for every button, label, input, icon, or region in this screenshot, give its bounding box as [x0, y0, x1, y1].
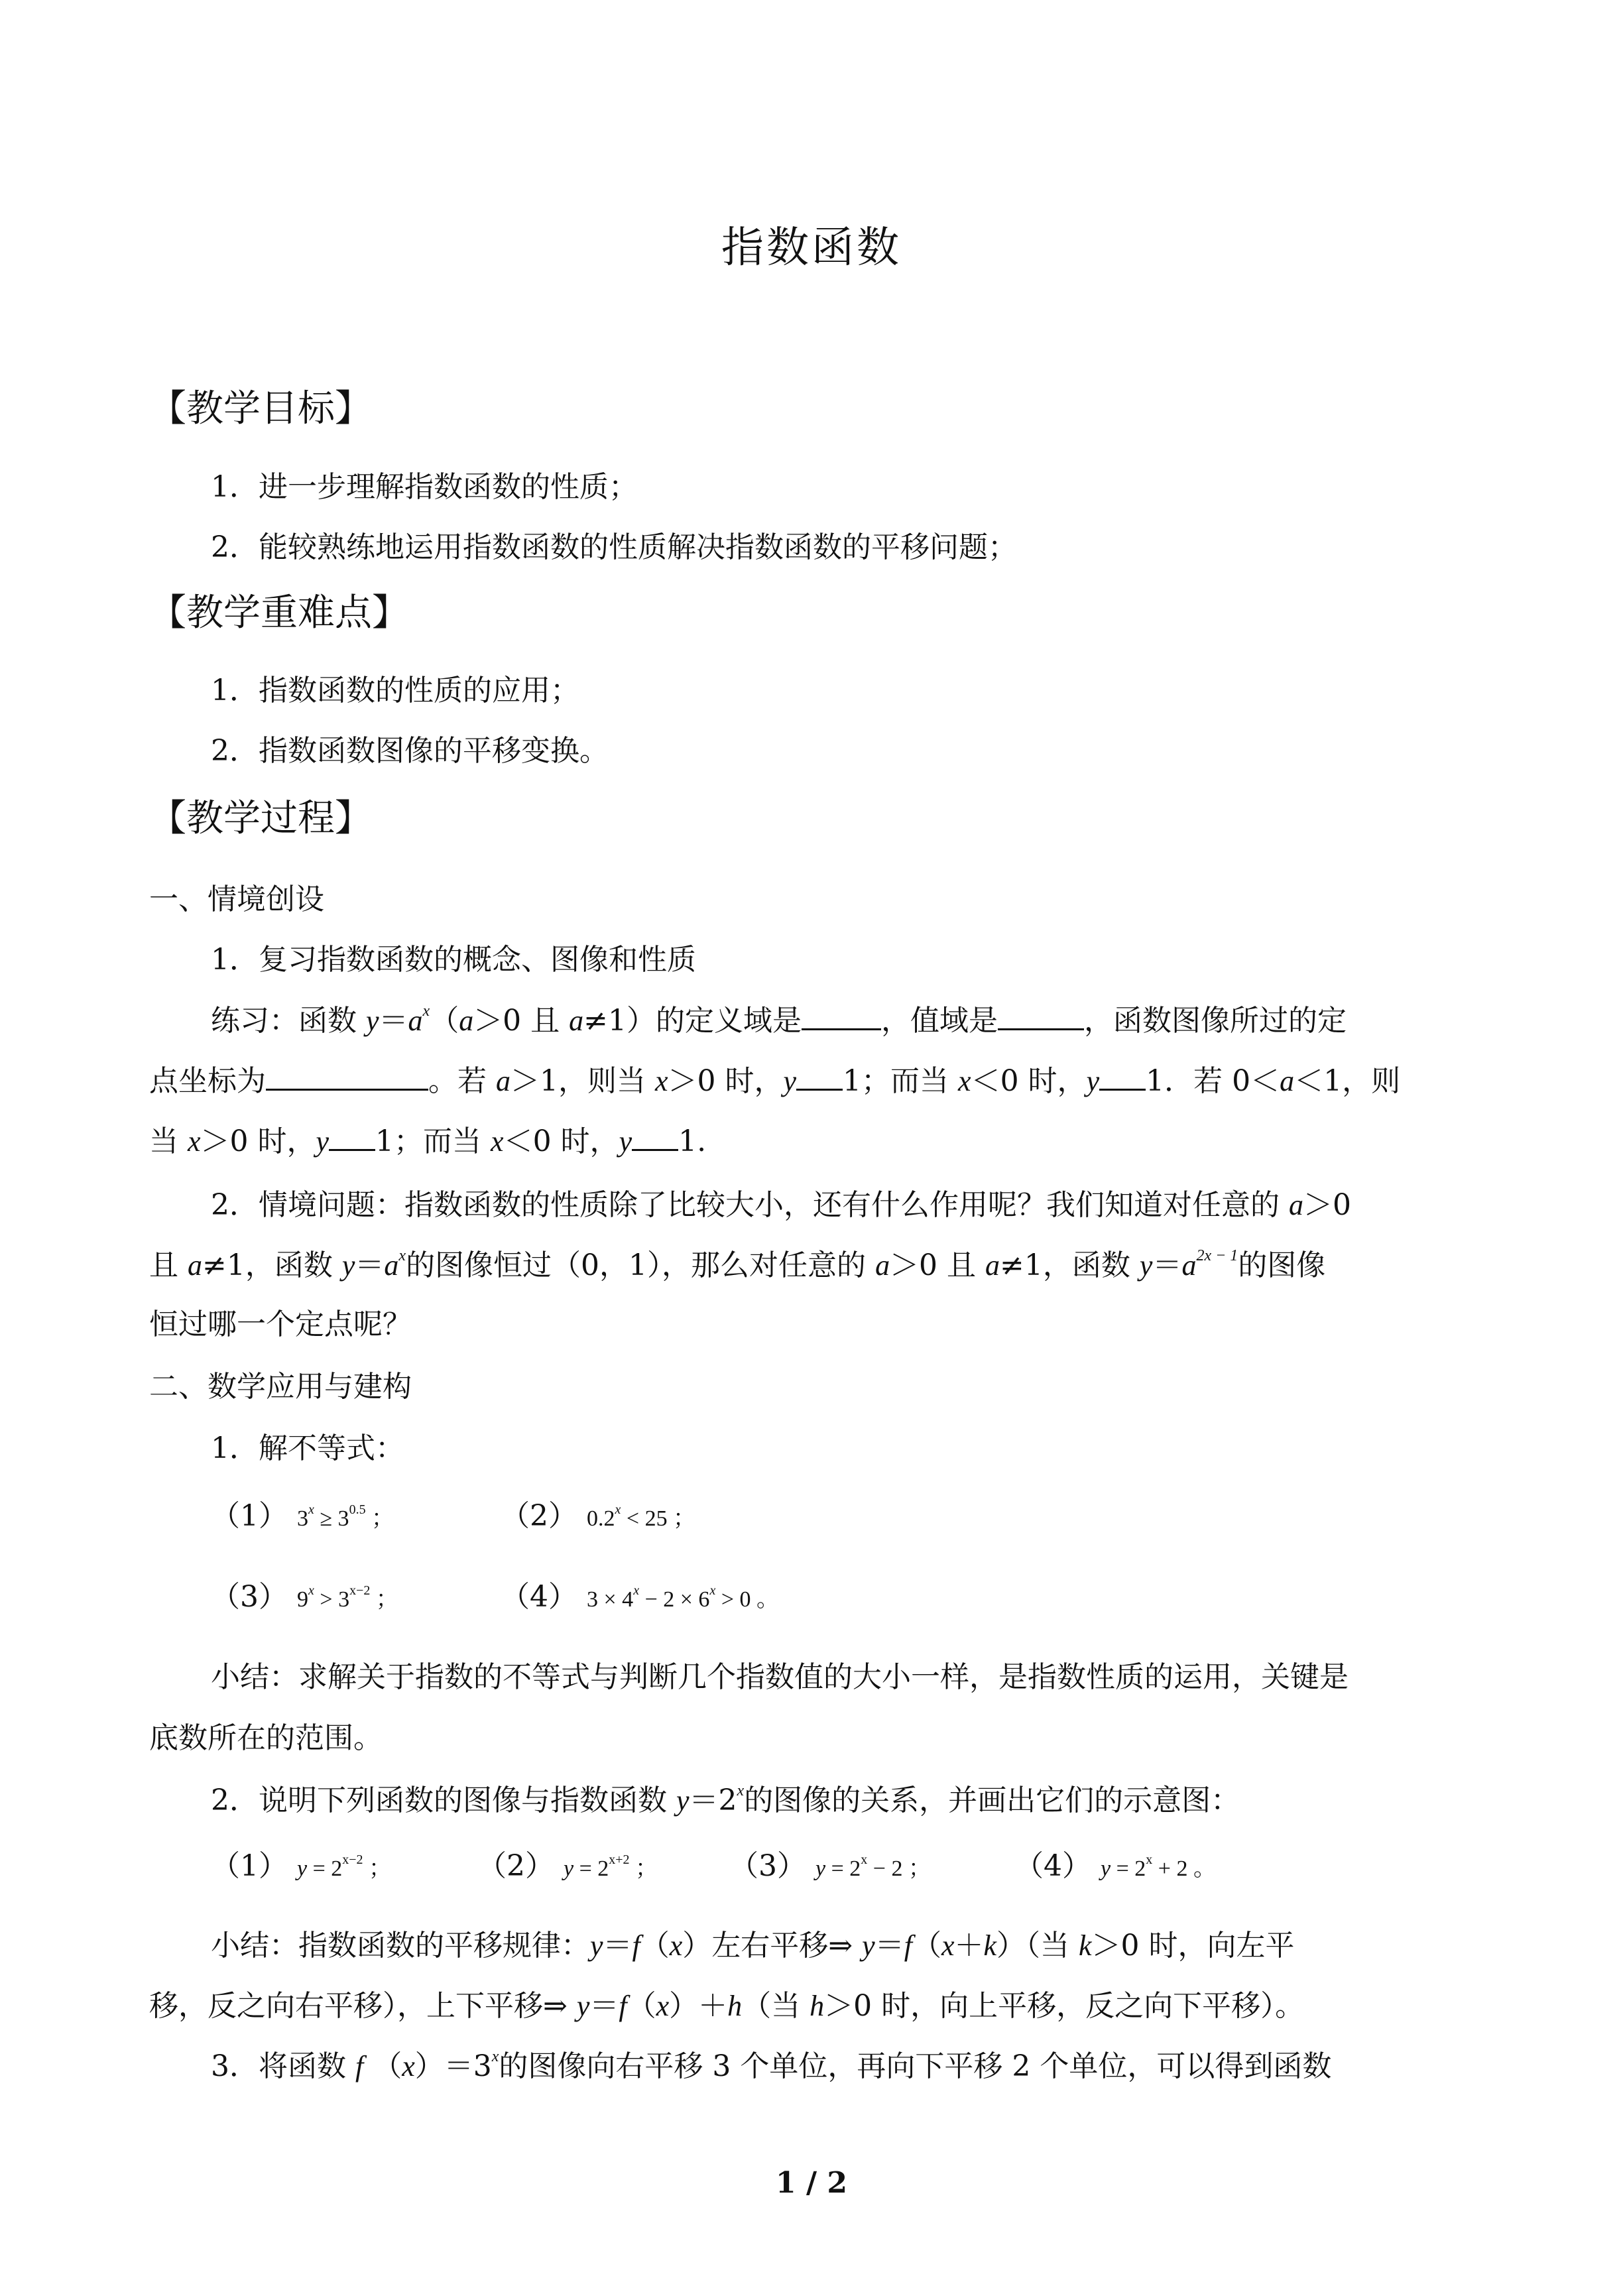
summary-1-line-1: 小结：求解关于指数的不等式与判断几个指数值的大小一样，是指数性质的运用，关键是	[211, 1660, 1349, 1694]
difficulty-item-1: 1．指数函数的性质的应用；	[211, 674, 579, 707]
practice-line-1: 练习：函数 $y=a^x(a>0$ 且 a≠1）的定义域是 ，值域是 ，函数图像所过的定	[211, 1002, 1347, 1038]
inequality-3: （3） $9^x > 3^{x-2}$ ；	[211, 1580, 398, 1614]
function-3: （3） $y = 2^x - 2$ ；	[729, 1849, 931, 1883]
page-number: 1 / 2	[776, 2166, 847, 2200]
answer-blank[interactable]	[1099, 1066, 1146, 1091]
answer-blank[interactable]	[632, 1126, 678, 1151]
function-4: （4） $y = 2^x + 2$ 。	[1014, 1849, 1216, 1883]
answer-blank[interactable]	[802, 1006, 881, 1030]
practice-line-2: 点坐标为 。若 a＞1，则当 x＞0 时，y 1；而当 x＜0 时，y 1．若 0＜a＜1，则	[149, 1064, 1401, 1098]
goal-item-1: 1．进一步理解指数函数的性质；	[211, 470, 638, 504]
answer-blank[interactable]	[266, 1066, 428, 1091]
summary-2-line-2: 移，反之向右平移），上下平移⇒ y＝f（x）＋h（当 h＞0 时，向上平移，反之向下平移）。	[149, 1989, 1305, 2023]
answer-blank[interactable]	[329, 1126, 375, 1151]
inequality-2: （2） 0.2$^x$ < 25 ；	[501, 1499, 696, 1533]
scenario-line-1: 2．情境问题：指数函数的性质除了比较大小，还有什么作用呢？我们知道对任意的 a＞0	[211, 1188, 1351, 1222]
part2-heading: 二、数学应用与建构	[149, 1370, 412, 1404]
summary-1-line-2: 底数所在的范围。	[149, 1721, 383, 1755]
answer-blank[interactable]	[796, 1066, 843, 1091]
summary-2-line-1: 小结：指数函数的平移规律：y＝f（x）左右平移⇒ y＝f（x＋k）（当 k＞0 时，向左平	[211, 1929, 1295, 1963]
section-heading-goals: 【教学目标】	[149, 387, 372, 430]
section-heading-process: 【教学过程】	[149, 797, 372, 840]
part1-item1: 1．复习指数函数的概念、图像和性质	[211, 943, 696, 977]
goal-item-2: 2．能较熟练地运用指数函数的性质解决指数函数的平移问题；	[211, 530, 1017, 564]
difficulty-item-2: 2．指数函数图像的平移变换。	[211, 734, 609, 768]
part2-item2: 2．说明下列函数的图像与指数函数 $y=2^x$的图像的关系，并画出它们的示意图：	[211, 1782, 1240, 1817]
page-title: 指数函数	[721, 223, 902, 272]
scenario-line-3: 恒过哪一个定点呢？	[149, 1307, 412, 1341]
section-heading-difficulties: 【教学重难点】	[149, 591, 409, 634]
inequality-1: （1） $3^x \ge 3^{0.5}$ ；	[211, 1499, 394, 1533]
answer-blank[interactable]	[998, 1006, 1084, 1030]
part1-heading: 一、情境创设	[149, 882, 324, 916]
function-2: （2） $y = 2^{x+2}$ ；	[477, 1849, 658, 1883]
practice-line-3: 当 x＞0 时，y 1；而当 x＜0 时，y 1.	[149, 1124, 707, 1158]
inequality-4: （4） $3 \times 4^x - 2 \times 6^x > 0$ 。	[501, 1580, 780, 1614]
part2-item3: 3．将函数 f $(x)=3^x$的图像向右平移 3 个单位，再向下平移 2 个单位，可以得到函数	[211, 2048, 1332, 2083]
function-1: （1） $y = 2^{x-2}$ ；	[211, 1849, 392, 1883]
part2-item1: 1．解不等式：	[211, 1431, 404, 1465]
scenario-line-2: 且 a≠1，函数 $y=a^x$的图像恒过（0，1），那么对任意的 a＞0 且 a≠1，函数 $y=a^{2x - 1}$的图像	[149, 1247, 1326, 1282]
